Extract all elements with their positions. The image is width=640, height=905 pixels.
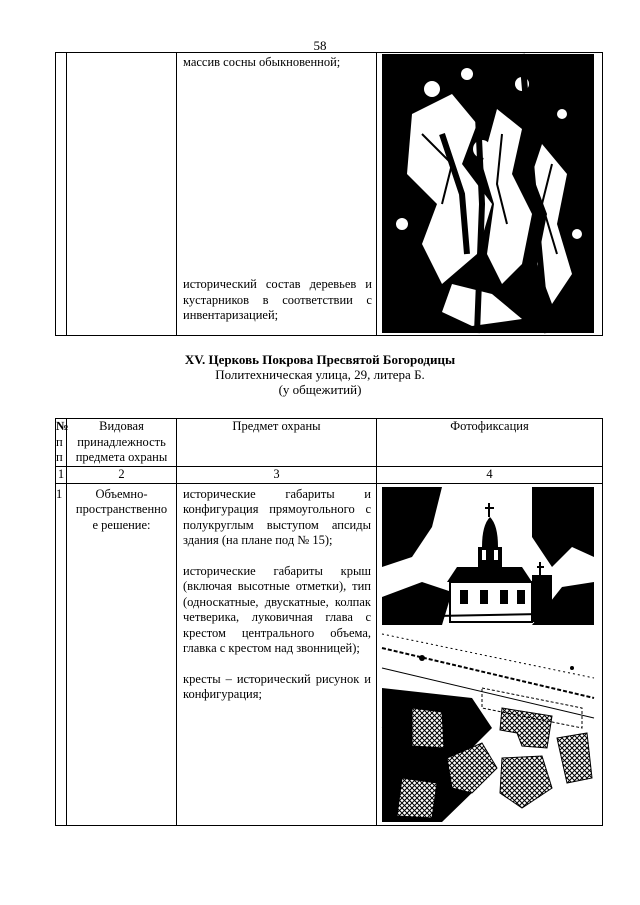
top-col-subject — [177, 53, 377, 336]
subject-item-2: исторические габариты крыш (включая высотные отметки), тип (односкатные, двускатные, колпак четверика, луковичная глава с крестом центрального объема, главка с крестом над звонницей); — [183, 563, 371, 655]
row-type-line: е решение: — [92, 517, 151, 532]
header-num-line: № — [56, 419, 69, 433]
header-num-line: п — [56, 434, 63, 449]
header-subject: Предмет охраны — [177, 419, 377, 467]
subject-item-1: исторические габариты и конфигурация прямоугольного с полукруглым выступом апсиды здания (на плане под № 15); — [183, 486, 371, 547]
church-photo — [382, 487, 594, 625]
section-title: XV. Церковь Покрова Пресвятой Богородицы — [184, 352, 456, 367]
row-num: 1 — [56, 483, 67, 825]
num-cell: 1 — [56, 466, 67, 483]
header-type — [67, 419, 177, 467]
num-cell: 4 — [377, 466, 603, 483]
top-col-photo — [377, 53, 603, 336]
row-type-line: пространственно — [75, 502, 168, 516]
main-table — [55, 418, 603, 826]
header-type-line: Видовая — [99, 419, 144, 433]
row-type — [67, 483, 177, 825]
top-table — [55, 52, 603, 336]
num-cell: 3 — [177, 466, 377, 483]
header-row — [56, 419, 603, 467]
row-photo — [377, 483, 603, 825]
header-num-line: п — [56, 450, 63, 464]
top-item-1: массив сосны обыкновенной; — [183, 55, 341, 69]
page-number: 58 — [313, 38, 327, 53]
subject-item-3: кресты – исторический рисунок и конфигурация; — [183, 671, 371, 701]
site-plan-map — [382, 628, 594, 822]
top-item-2: исторический состав деревьев и кустарников в соответствии с инвентаризацией; — [183, 277, 372, 322]
header-type-line: принадлежность — [77, 434, 166, 449]
header-photo: Фотофиксация — [377, 419, 603, 467]
data-row — [56, 483, 603, 825]
row-subject — [177, 483, 377, 825]
row-type-line: Объемно- — [95, 486, 148, 501]
header-num — [56, 419, 67, 467]
header-type-line: предмета охраны — [75, 450, 168, 464]
numbering-row — [56, 466, 603, 483]
top-col-num — [56, 53, 67, 336]
section-heading — [0, 352, 640, 397]
trees-photo — [382, 54, 594, 333]
num-cell: 2 — [67, 466, 177, 483]
section-address: Политехническая улица, 29, литера Б. — [215, 367, 425, 382]
section-note: (у общежитий) — [278, 382, 362, 397]
top-col-type — [67, 53, 177, 336]
